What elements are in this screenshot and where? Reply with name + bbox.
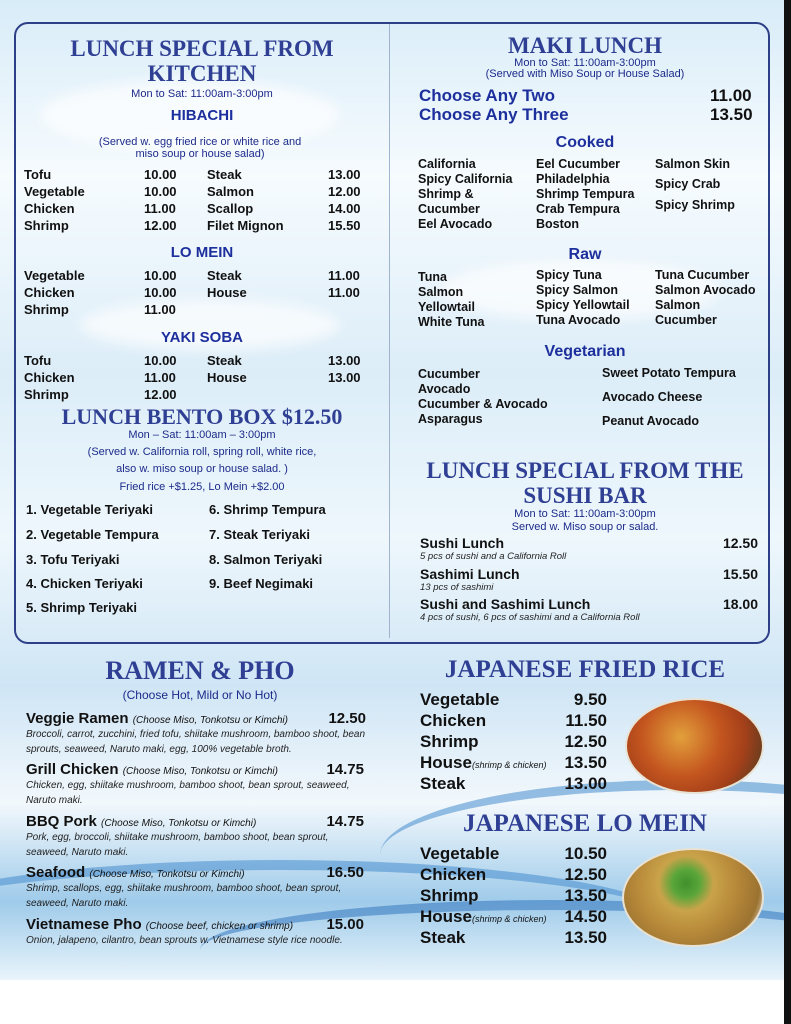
item-name: Scallop (207, 201, 254, 216)
friedrice-item (420, 774, 615, 795)
item-name: Shrimp (420, 732, 479, 751)
choose-two-label: Choose Any Two (419, 86, 555, 105)
item-name: Steak (420, 928, 466, 947)
ramen-item-price: 15.00 (326, 916, 364, 933)
friedrice-item (420, 711, 615, 732)
roll-item: Shrimp & Cucumber (418, 187, 480, 216)
item-price: 10.50 (564, 844, 607, 863)
ramen-item-name: Seafood (26, 864, 86, 881)
bento-item: 3. Tofu Teriyaki (26, 552, 120, 567)
ramen-item-name: BBQ Pork (26, 813, 97, 830)
jlomein-item (420, 844, 615, 865)
item-price: 10.00 (144, 285, 177, 300)
raw-col-2 (536, 268, 651, 328)
roll-item: Eel Avocado (418, 217, 493, 231)
roll-item: Avocado Cheese (602, 390, 703, 404)
roll-item: Salmon Skin (655, 157, 731, 171)
raw-title: Raw (568, 246, 602, 263)
sushi-item (420, 566, 760, 593)
roll-item: Avocado (418, 382, 471, 396)
ramen-item (26, 710, 366, 757)
sushibar-hours: Mon to Sat: 11:00am-3:00pm (514, 508, 656, 520)
item-price: 13.50 (564, 928, 607, 947)
lo-mein-photo (622, 848, 764, 947)
yakisoba-table (24, 352, 369, 403)
roll-item: Cucumber (418, 367, 480, 381)
menu-row (24, 267, 369, 284)
jlomein-item (420, 928, 615, 949)
item-price: 9.50 (573, 690, 607, 709)
kitchen-title: LUNCH SPECIAL FROM KITCHEN (70, 36, 334, 86)
item-price: 11.00 (328, 268, 360, 283)
item-price: 14.00 (328, 201, 361, 216)
ramen-item-desc: Onion, jalapeno, cilantro, bean sprouts w. Vietnamese style rice noodle. (26, 935, 343, 946)
item-name: House (207, 285, 247, 300)
jlomein-item (420, 886, 615, 907)
cooked-title: Cooked (555, 134, 615, 151)
item-price: 12.00 (144, 218, 177, 233)
item-name: Chicken (420, 865, 487, 884)
ramen-item (26, 916, 366, 948)
roll-item: Spicy Yellowtail (536, 298, 630, 312)
menu-row (24, 284, 369, 301)
menu-row (24, 217, 369, 234)
item-name: Vegetable (24, 184, 85, 199)
bento-item: 9. Beef Negimaki (209, 576, 314, 591)
bento-note-1: (Served w. California roll, spring roll, white rice, (87, 446, 317, 458)
item-price: 13.00 (564, 774, 607, 793)
bento-item: 6. Shrimp Tempura (209, 502, 326, 517)
item-name: Steak (420, 774, 466, 793)
roll-item: Eel Cucumber (536, 157, 621, 171)
roll-item: Peanut Avocado (602, 414, 700, 428)
roll-item: Crab Tempura (536, 202, 620, 216)
item-price: 12.50 (564, 732, 607, 751)
friedrice-title: JAPANESE FRIED RICE (444, 656, 726, 683)
sushibar-note: Served w. Miso soup or salad. (511, 521, 659, 533)
jlomein-list (420, 844, 615, 949)
item-name: Vegetable (420, 844, 500, 863)
item-name: Chicken (24, 285, 75, 300)
friedrice-item (420, 732, 615, 753)
roll-item: Boston (536, 217, 580, 231)
item-price: 10.00 (144, 184, 177, 199)
roll-item: Spicy California (418, 172, 513, 186)
ramen-item-option: (Choose beef, chicken or shrimp) (145, 921, 294, 932)
roll-item: Salmon (418, 285, 464, 299)
item-price: 10.00 (144, 353, 177, 368)
item-price: 11.00 (144, 370, 176, 385)
item-name: Chicken (420, 711, 487, 730)
hibachi-table (24, 166, 369, 234)
item-price: 13.00 (328, 353, 361, 368)
jlomein-item (420, 865, 615, 886)
ramen-item-option: (Choose Miso, Tonkotsu or Kimchi) (132, 715, 288, 726)
item-price: 12.00 (328, 184, 361, 199)
sushi-item-desc: 5 pcs of sushi and a California Roll (420, 551, 567, 562)
ramen-item-desc: Shrimp, scallops, egg, shiitake mushroom, bamboo shoot, bean sprout, seaweed, Naruto maki. (26, 883, 342, 909)
ramen-item-name: Grill Chicken (26, 761, 119, 778)
item-name: Shrimp (24, 302, 69, 317)
sushi-item (420, 535, 760, 562)
item-price: 15.50 (328, 218, 361, 233)
item-name: Chicken (24, 201, 75, 216)
menu-row (24, 200, 369, 217)
ramen-item-option: (Choose Miso, Tonkotsu or Kimchi) (89, 869, 245, 880)
roll-item: Sweet Potato Tempura (602, 366, 736, 380)
item-name: Tofu (24, 167, 52, 182)
cooked-col-1 (418, 157, 528, 232)
item-name: Steak (207, 167, 242, 182)
jlomein-item (420, 907, 615, 928)
menu-row (24, 352, 369, 369)
choose-three-price: 13.50 (710, 105, 753, 124)
item-price: 12.50 (564, 865, 607, 884)
roll-item: Spicy Salmon (536, 283, 618, 297)
hibachi-title: HIBACHI (170, 107, 234, 124)
sushi-item-desc: 13 pcs of sashimi (420, 582, 494, 593)
ramen-item-title (26, 864, 366, 881)
choose-three-label: Choose Any Three (419, 105, 569, 124)
hibachi-note: (Served w. egg fried rice or white rice and miso soup or house salad) (98, 136, 302, 160)
item-name: Vegetable (24, 268, 85, 283)
sushi-item-price: 12.50 (722, 535, 758, 551)
ramen-item-title (26, 916, 366, 933)
menu-row (24, 301, 369, 318)
menu-row (24, 166, 369, 183)
ramen-item-desc: Pork, egg, broccoli, shiitake mushroom, bamboo shoot, bean sprout, seaweed, Naruto maki. (26, 832, 329, 858)
cooked-col-3 (655, 157, 765, 213)
item-name: House (207, 370, 247, 385)
yakisoba-title: YAKI SOBA (161, 329, 243, 346)
item-price: 11.00 (328, 285, 360, 300)
ramen-item (26, 864, 366, 911)
lomein-table (24, 267, 369, 318)
sushibar-title: LUNCH SPECIAL FROM THE SUSHI BAR (426, 458, 744, 508)
sushi-item-name: Sushi Lunch (420, 535, 504, 551)
page-edge (784, 0, 791, 1024)
bento-title: LUNCH BENTO BOX $12.50 (61, 404, 343, 429)
roll-item: Cucumber & Avocado (418, 397, 548, 411)
roll-item: Spicy Shrimp (655, 198, 735, 212)
raw-col-3 (655, 268, 765, 328)
item-price: 10.00 (144, 167, 177, 182)
ramen-title: RAMEN & PHO (105, 656, 295, 685)
item-price: 13.50 (564, 753, 607, 772)
item-name: Tofu (24, 353, 52, 368)
cooked-col-2 (536, 157, 651, 232)
ramen-item-desc: Chicken, egg, shiitake mushroom, bamboo shoot, bean sprout, seaweed, Naruto maki. (26, 780, 350, 806)
ramen-item (26, 761, 366, 808)
bento-note-2: also w. miso soup or house salad. ) (116, 463, 288, 475)
ramen-item-desc: Broccoli, carrot, zucchini, fried tofu, shiitake mushroom, bamboo shoot, bean sprouts, seaweed, Naruto maki, egg, 100% vegetable broth. (26, 729, 366, 755)
item-name: Shrimp (24, 218, 69, 233)
lomein-title: LO MEIN (170, 244, 234, 261)
bento-item: 5. Shrimp Teriyaki (26, 600, 138, 615)
ramen-note: (Choose Hot, Mild or No Hot) (122, 688, 278, 702)
roll-item: Spicy Tuna (536, 268, 602, 282)
item-name: House (420, 753, 472, 772)
sushi-item-price: 18.00 (722, 596, 758, 612)
raw-col-1 (418, 270, 528, 330)
item-name: Chicken (24, 370, 75, 385)
friedrice-list (420, 690, 615, 795)
ramen-item-name: Vietnamese Pho (26, 916, 142, 933)
sushi-item-desc: 4 pcs of sushi, 6 pcs of sashimi and a California Roll (420, 612, 640, 623)
maki-hours: Mon to Sat: 11:00am-3:00pm (514, 57, 656, 69)
ramen-item-price: 14.75 (326, 761, 364, 778)
roll-item: Shrimp Tempura (536, 187, 635, 201)
bento-item: 8. Salmon Teriyaki (209, 552, 323, 567)
item-price: 13.50 (564, 886, 607, 905)
menu-row (24, 183, 369, 200)
item-price: 12.00 (144, 387, 177, 402)
ramen-item-title (26, 761, 366, 778)
roll-item: Salmon Cucumber (655, 298, 717, 327)
roll-item: Philadelphia (536, 172, 610, 186)
bento-item: 4. Chicken Teriyaki (26, 576, 143, 591)
ramen-item-price: 16.50 (326, 864, 364, 881)
roll-item: Tuna Cucumber (655, 268, 750, 282)
roll-item: Tuna (418, 270, 447, 284)
menu-row (24, 386, 369, 403)
choose-two-price: 11.00 (710, 86, 752, 105)
sushi-item (420, 596, 760, 623)
item-name: Shrimp (24, 387, 69, 402)
item-price: 11.50 (565, 711, 607, 730)
bento-item: 2. Vegetable Tempura (26, 527, 159, 542)
bento-extra: Fried rice +$1.25, Lo Mein +$2.00 (119, 481, 285, 493)
item-note: (shrimp & chicken) (471, 914, 547, 924)
jlomein-title: JAPANESE LO MEIN (462, 810, 707, 837)
friedrice-item (420, 753, 615, 774)
item-note: (shrimp & chicken) (471, 760, 547, 770)
item-price: 13.00 (328, 370, 361, 385)
kitchen-hours: Mon to Sat: 11:00am-3:00pm (131, 88, 273, 100)
sushi-item-price: 15.50 (722, 566, 758, 582)
item-name: Shrimp (420, 886, 479, 905)
column-divider (389, 24, 390, 638)
veg-col-2 (602, 366, 762, 429)
item-name: House (420, 907, 472, 926)
ramen-item-option: (Choose Miso, Tonkotsu or Kimchi) (101, 818, 257, 829)
roll-item: Asparagus (418, 412, 483, 426)
item-name: Salmon (207, 184, 254, 199)
item-price: 11.00 (144, 302, 176, 317)
roll-item: Tuna Avocado (536, 313, 621, 327)
vegetarian-title: Vegetarian (544, 343, 626, 360)
item-price: 10.00 (144, 268, 177, 283)
ramen-item-title (26, 710, 366, 727)
item-price: 11.00 (144, 201, 176, 216)
roll-item: Yellowtail (418, 300, 475, 314)
roll-item: Salmon Avocado (655, 283, 756, 297)
ramen-item (26, 813, 366, 860)
sushi-item-name: Sashimi Lunch (420, 566, 520, 582)
ramen-item-name: Veggie Ramen (26, 710, 129, 727)
ramen-item-price: 14.75 (326, 813, 364, 830)
veg-col-1 (418, 367, 588, 427)
item-name: Steak (207, 353, 242, 368)
menu-row (24, 369, 369, 386)
ramen-item-price: 12.50 (328, 710, 366, 727)
item-price: 14.50 (564, 907, 607, 926)
item-price: 13.00 (328, 167, 361, 182)
item-name: Steak (207, 268, 242, 283)
maki-note: (Served with Miso Soup or House Salad) (485, 68, 685, 80)
roll-item: Spicy Crab (655, 177, 721, 191)
fried-rice-photo (625, 698, 764, 794)
roll-item: White Tuna (418, 315, 485, 329)
roll-item: California (418, 157, 476, 171)
item-name: Filet Mignon (207, 218, 284, 233)
ramen-item-title (26, 813, 366, 830)
bento-hours: Mon – Sat: 11:00am – 3:00pm (128, 429, 276, 441)
bento-item: 7. Steak Teriyaki (209, 527, 310, 542)
item-name: Vegetable (420, 690, 500, 709)
friedrice-item (420, 690, 615, 711)
ramen-item-option: (Choose Miso, Tonkotsu or Kimchi) (122, 766, 278, 777)
sushi-item-name: Sushi and Sashimi Lunch (420, 596, 591, 612)
bento-item: 1. Vegetable Teriyaki (26, 502, 153, 517)
maki-title: MAKI LUNCH (508, 33, 662, 58)
